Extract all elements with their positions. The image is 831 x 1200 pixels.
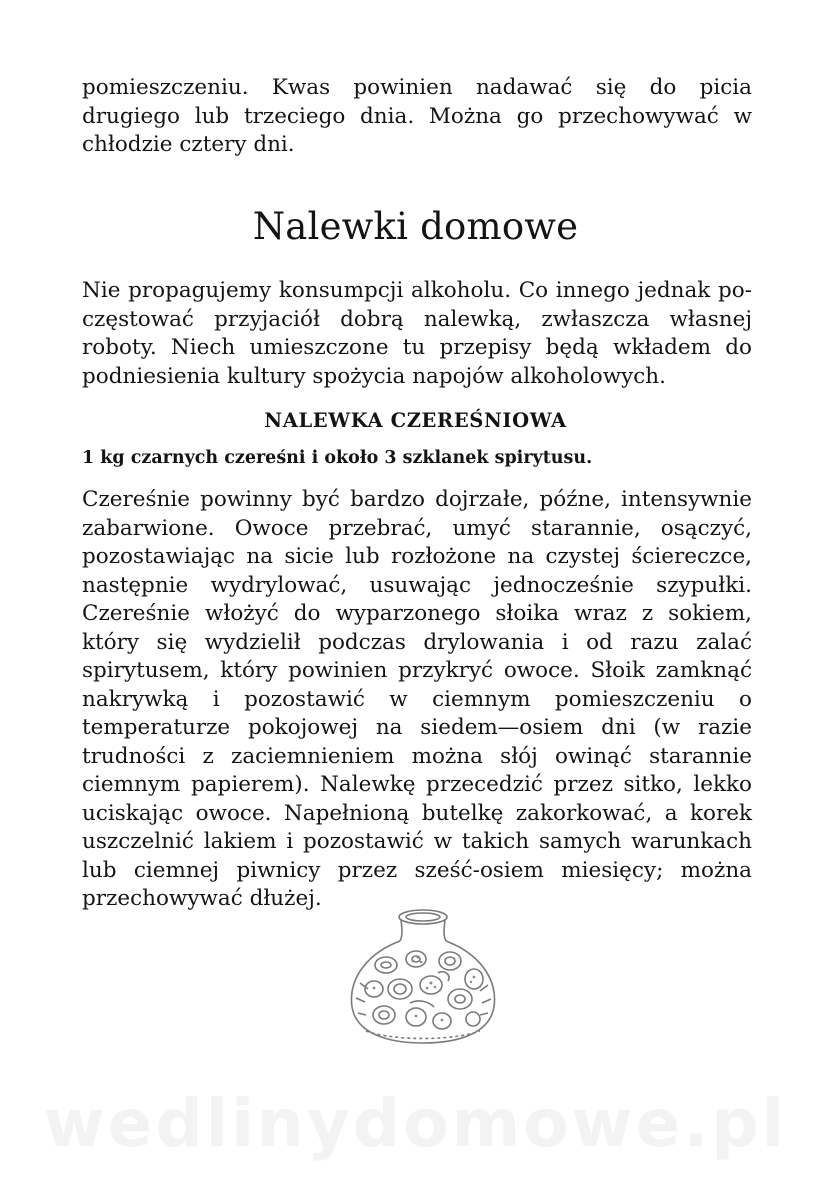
recipe-title: NALEWKA CZEREŚNIOWA xyxy=(264,409,567,432)
watermark: wedlinydomowe.pl xyxy=(43,1085,788,1162)
cherry-jar-illustration xyxy=(338,903,508,1048)
recipe-ingredients: 1 kg czarnych czereśni i około 3 szklanek spirytusu. xyxy=(82,448,593,468)
section-intro-paragraph: Nie propagujemy konsumpcji alkoholu. Co innego jednak poczęstować przyjaciół dobrą nalewką, zwłaszcza własnej roboty. Niech umieszczone tu przepisy będą wkładem do podniesienia kultury spożycia napojów alkoholowych. xyxy=(82,278,752,389)
continued-paragraph: pomieszczeniu. Kwas powinien nadawać się do picia drugiego lub trzeciego dnia. Można go przechowywać w chłodzie cztery dni. xyxy=(82,75,752,157)
recipe-method: Czereśnie powinny być bardzo dojrzałe, późne, intensywnie zabarwione. Owoce przebrać, umyć starannie, osączyć, pozostawiając na sicie lub rozłożone na czystej ściereczce, następnie wydrylować, usuwając jednocześnie szypułki. Czereśnie włożyć do wyparzonego słoika wraz z sokiem, który się wydzielił podczas drylowania i od razu zalać spirytusem, który powinien przykryć owoce. Słoik zamknąć nakrywką i pozostawić w ciemnym pomieszczeniu o temperaturze pokojowej na siedem—osiem dni (w razie trudności z zaciemnieniem można słój owinąć starannie ciemnym papierem). Nalewkę przecedzić przez sitko, lekko uciskając owoce. Napełnioną butelkę zakorkować, a korek uszczelnić lakiem i pozostawić w takich samych warunkach lub ciemnej piwnicy przez sześć-osiem miesięcy; można przechowywać dłużej. xyxy=(82,487,752,911)
section-title: Nalewki domowe xyxy=(252,205,579,248)
